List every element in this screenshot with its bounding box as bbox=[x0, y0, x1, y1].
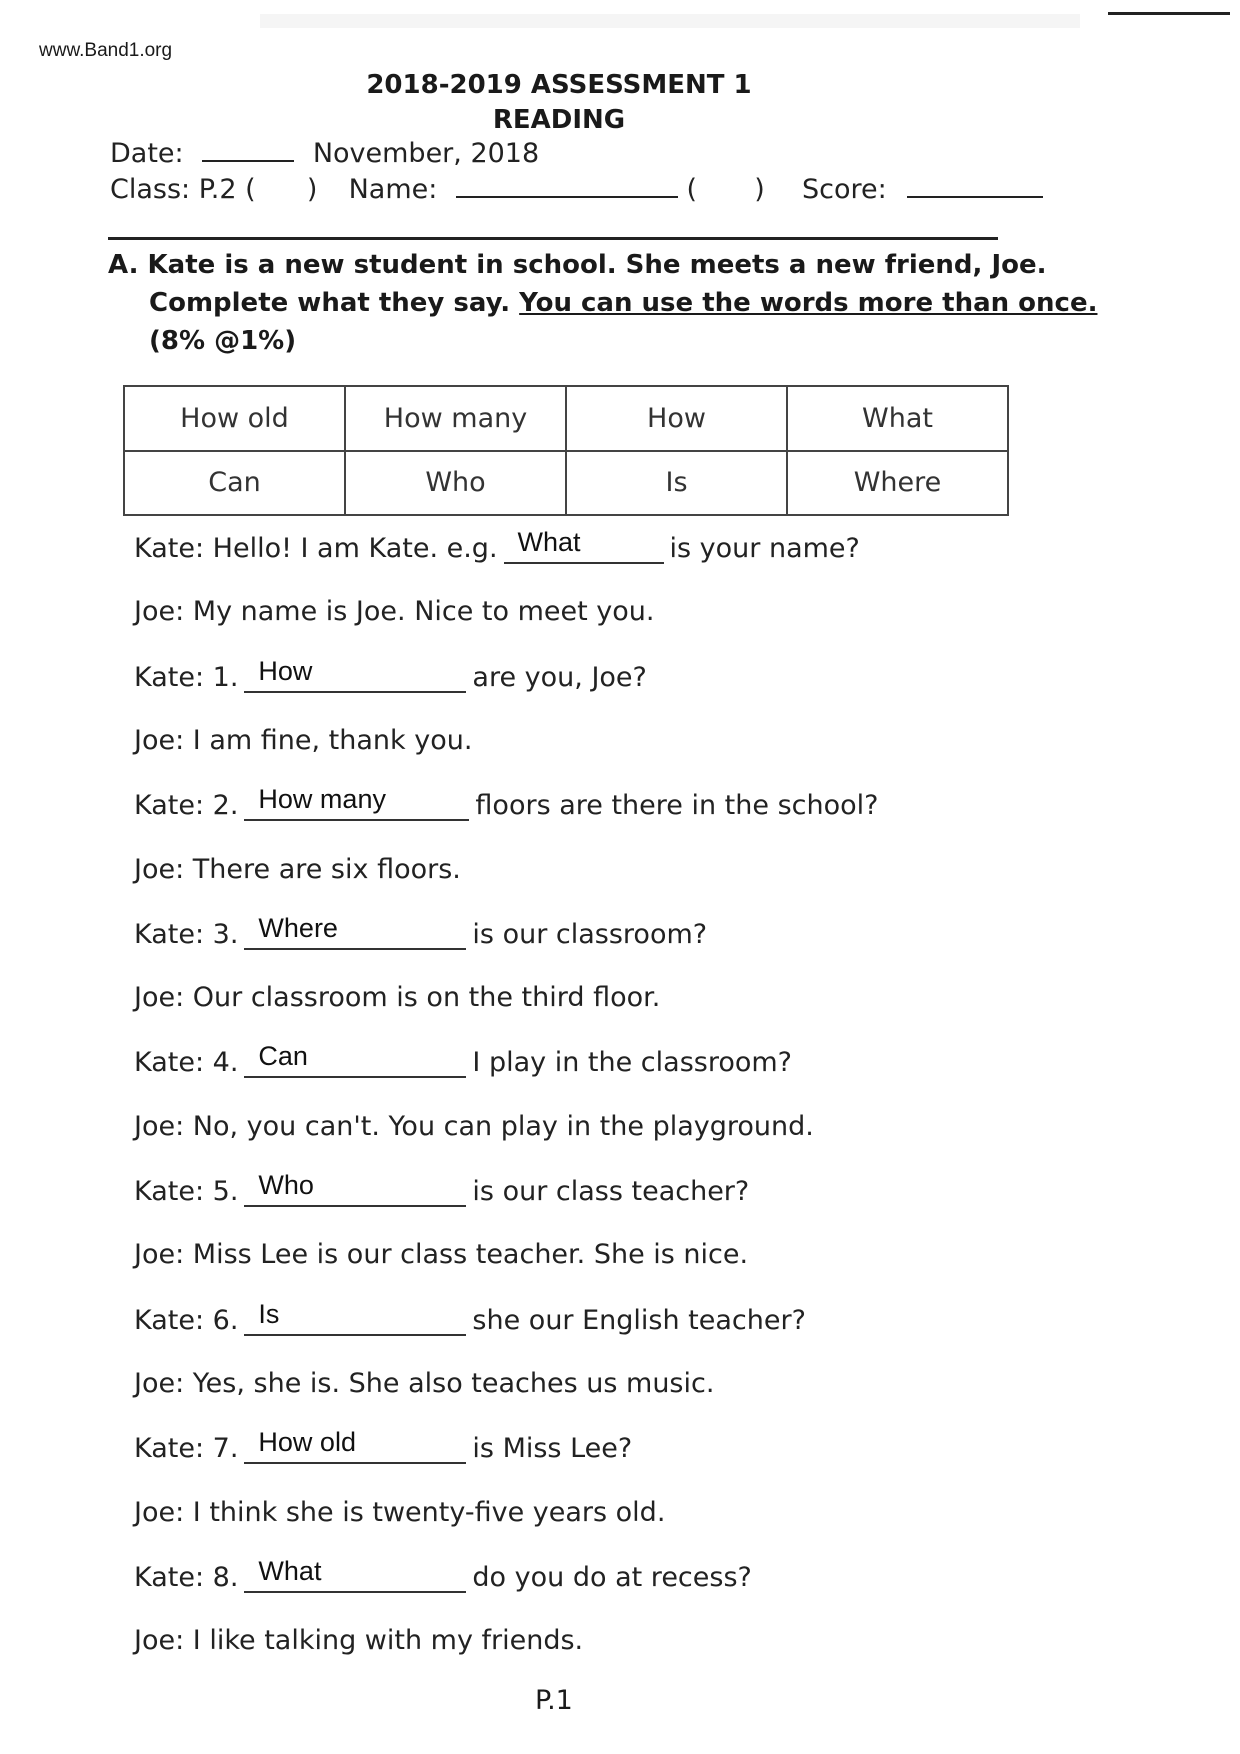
dialogue-line-joe: Joe: I am fine, thank you. bbox=[134, 724, 473, 756]
line-prefix: Kate: 3. bbox=[134, 918, 239, 950]
line-prefix: Kate: 2. bbox=[134, 790, 239, 822]
instruction-text: Complete what they say. bbox=[149, 288, 520, 318]
answer-blank[interactable] bbox=[244, 655, 466, 693]
answer-blank[interactable] bbox=[244, 1427, 466, 1464]
name-label: Name: bbox=[348, 174, 438, 205]
date-blank[interactable] bbox=[202, 138, 294, 162]
class-label: Class: P.2 ( bbox=[110, 174, 256, 205]
class-row bbox=[110, 174, 1043, 205]
word-bank-cell: How bbox=[566, 386, 787, 451]
line-suffix: I play in the classroom? bbox=[472, 1047, 793, 1079]
date-row bbox=[110, 138, 539, 169]
dialogue-line-joe: Joe: Our classroom is on the third floor. bbox=[134, 982, 661, 1014]
dialogue-line-kate bbox=[134, 1298, 806, 1336]
dialogue-line-kate bbox=[134, 912, 708, 950]
answer-blank[interactable] bbox=[244, 912, 466, 950]
word-bank-cell: Where bbox=[787, 451, 1008, 516]
dialogue-line-joe: Joe: No, you can't. You can play in the playground. bbox=[134, 1110, 814, 1142]
date-value: November, 2018 bbox=[312, 138, 540, 169]
answer-text: What bbox=[258, 1555, 322, 1586]
site-watermark: www.Band1.org bbox=[39, 40, 173, 61]
dialogue-line-kate bbox=[134, 527, 860, 564]
answer-text: Can bbox=[258, 1041, 308, 1072]
line-prefix: Kate: 6. bbox=[134, 1304, 239, 1336]
word-bank-table bbox=[123, 385, 1009, 516]
line-suffix: is your name? bbox=[669, 533, 860, 564]
answer-text: How old bbox=[258, 1427, 356, 1458]
dialogue-line-kate bbox=[134, 1427, 633, 1465]
score-blank[interactable] bbox=[907, 174, 1043, 198]
dialogue-line-joe: Joe: Miss Lee is our class teacher. She is nice. bbox=[134, 1239, 749, 1271]
answer-blank[interactable] bbox=[244, 1555, 466, 1593]
line-suffix: do you do at recess? bbox=[472, 1561, 752, 1593]
instruction-emphasis: You can use the words more than once. bbox=[519, 288, 1098, 318]
dialogue-line-kate bbox=[134, 1555, 752, 1593]
line-suffix: is our classroom? bbox=[472, 918, 708, 950]
line-prefix: Kate: Hello! I am Kate. e.g. bbox=[134, 533, 498, 564]
line-suffix: are you, Joe? bbox=[472, 661, 647, 693]
name-blank[interactable] bbox=[456, 174, 678, 198]
word-bank-cell: What bbox=[787, 386, 1008, 451]
instruction-line-1: A. Kate is a new student in school. She meets a new friend, Joe. bbox=[108, 250, 1047, 280]
page-number: P.1 bbox=[535, 1685, 573, 1716]
dialogue-line-kate bbox=[134, 784, 879, 822]
paren-open: ( bbox=[686, 174, 698, 205]
page-title: 2018-2019 ASSESSMENT 1 bbox=[366, 70, 752, 100]
paren-close: ) bbox=[754, 174, 765, 205]
answer-blank[interactable] bbox=[244, 1170, 466, 1207]
scan-mark bbox=[1108, 12, 1230, 15]
line-suffix: is Miss Lee? bbox=[472, 1433, 633, 1465]
word-bank-cell: Can bbox=[124, 451, 345, 516]
word-bank-row bbox=[124, 451, 1008, 516]
page-subtitle: READING bbox=[492, 105, 626, 135]
line-prefix: Kate: 5. bbox=[134, 1176, 239, 1207]
answer-blank[interactable] bbox=[504, 527, 664, 564]
instruction-line-2 bbox=[149, 288, 1097, 318]
word-bank-cell: Is bbox=[566, 451, 787, 516]
answer-text: Where bbox=[258, 912, 338, 943]
answer-text: Who bbox=[258, 1170, 314, 1200]
scan-artifact bbox=[260, 14, 1080, 28]
answer-text: How many bbox=[258, 784, 386, 815]
dialogue-line-joe: Joe: I think she is twenty-five years old. bbox=[134, 1496, 666, 1528]
answer-text: How bbox=[258, 655, 313, 686]
word-bank-row bbox=[124, 386, 1008, 451]
divider bbox=[108, 237, 998, 240]
line-suffix: floors are there in the school? bbox=[475, 790, 879, 822]
line-prefix: Kate: 7. bbox=[134, 1433, 239, 1465]
class-close: ) bbox=[306, 174, 318, 205]
word-bank-cell: How many bbox=[345, 386, 566, 451]
answer-text: What bbox=[517, 527, 581, 557]
dialogue-line-joe: Joe: There are six floors. bbox=[134, 853, 461, 885]
date-label: Date: bbox=[110, 138, 184, 169]
line-prefix: Kate: 8. bbox=[134, 1561, 239, 1593]
dialogue-line-kate bbox=[134, 1170, 750, 1207]
dialogue-line-joe: Joe: I like talking with my friends. bbox=[134, 1625, 584, 1657]
line-prefix: Kate: 1. bbox=[134, 661, 239, 693]
dialogue-line-kate bbox=[134, 1041, 793, 1079]
dialogue-line-joe: Joe: Yes, she is. She also teaches us music. bbox=[134, 1367, 715, 1399]
score-label: Score: bbox=[802, 174, 887, 205]
line-suffix: she our English teacher? bbox=[472, 1304, 806, 1336]
instruction-marks: (8% @1%) bbox=[149, 326, 297, 356]
dialogue-line-kate bbox=[134, 655, 647, 693]
answer-blank[interactable] bbox=[244, 1298, 466, 1336]
dialogue-line-joe: Joe: My name is Joe. Nice to meet you. bbox=[134, 596, 655, 628]
line-suffix: is our class teacher? bbox=[472, 1176, 750, 1207]
word-bank-cell: Who bbox=[345, 451, 566, 516]
answer-text: Is bbox=[258, 1298, 280, 1329]
answer-blank[interactable] bbox=[244, 784, 469, 821]
answer-blank[interactable] bbox=[244, 1041, 466, 1078]
line-prefix: Kate: 4. bbox=[134, 1047, 239, 1079]
word-bank-cell: How old bbox=[124, 386, 345, 451]
